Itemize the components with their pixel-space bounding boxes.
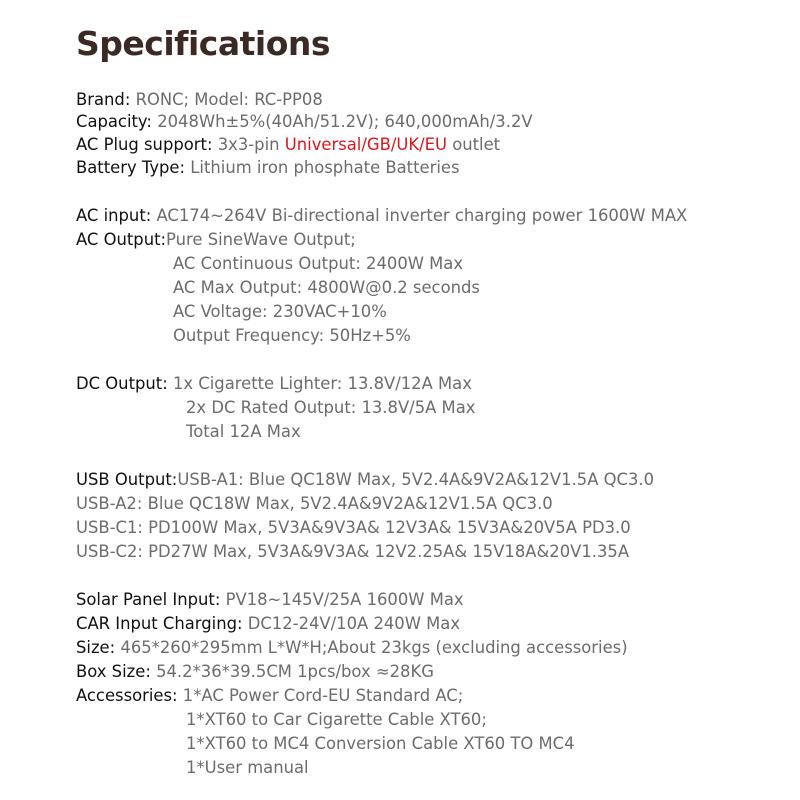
ac-output-line-5: Output Frequency: 50Hz+5%	[173, 326, 411, 345]
ac-output-line-1: Pure SineWave Output;	[166, 230, 356, 249]
plug-post: outlet	[452, 135, 501, 154]
box-value: 54.2*36*39.5CM 1pcs/box ≈28KG	[156, 662, 434, 681]
solar-row	[76, 589, 464, 611]
capacity-value: 2048Wh±5%(40Ah/51.2V); 640,000mAh/3.2V	[157, 112, 533, 131]
solar-label: Solar Panel Input:	[76, 590, 221, 609]
size-value: 465*260*295mm L*W*H;About 23kgs (excluding accessories)	[120, 638, 628, 657]
accessories-line-3: 1*XT60 to MC4 Conversion Cable XT60 TO MC4	[186, 734, 575, 753]
accessories-line-4: 1*User manual	[186, 758, 309, 777]
ac-output-line-4: AC Voltage: 230VAC+10%	[173, 302, 387, 321]
ac-input-value: AC174~264V Bi-directional inverter charging power 1600W MAX	[156, 206, 688, 225]
box-label: Box Size:	[76, 662, 151, 681]
plug-pre: 3x3-pin	[217, 135, 280, 154]
size-row	[76, 637, 628, 659]
box-row	[76, 661, 434, 683]
brand-label: Brand:	[76, 90, 131, 109]
plug-row	[76, 134, 500, 156]
usb-output-line-4: USB-C2: PD27W Max, 5V3A&9V3A& 12V2.25A& 15V18A&20V1.35A	[76, 542, 630, 561]
ac-input-row	[76, 205, 687, 227]
usb-output-label: USB Output:	[76, 470, 178, 489]
plug-label: AC Plug support:	[76, 135, 213, 154]
usb-output-line-1: USB-A1: Blue QC18W Max, 5V2.4A&9V2A&12V1.5A QC3.0	[177, 470, 655, 489]
brand-row	[76, 89, 323, 111]
usb-output-line-2: USB-A2: Blue QC18W Max, 5V2.4A&9V2A&12V1.5A QC3.0	[76, 494, 553, 513]
battery-value: Lithium iron phosphate Batteries	[190, 158, 460, 177]
battery-label: Battery Type:	[76, 158, 186, 177]
ac-output-line-2: AC Continuous Output: 2400W Max	[173, 254, 464, 273]
usb-output-row	[76, 469, 654, 491]
solar-value: PV18~145V/25A 1600W Max	[225, 590, 464, 609]
usb-output-line-3: USB-C1: PD100W Max, 5V3A&9V3A& 12V3A& 15V3A&20V5A PD3.0	[76, 518, 631, 537]
accessories-label: Accessories:	[76, 686, 178, 705]
ac-output-line-3: AC Max Output: 4800W@0.2 seconds	[173, 278, 480, 297]
plug-highlight: Universal/GB/UK/EU	[284, 135, 447, 154]
car-value: DC12-24V/10A 240W Max	[247, 614, 461, 633]
accessories-row	[76, 685, 463, 707]
ac-input-label: AC input:	[76, 206, 152, 225]
accessories-line-2: 1*XT60 to Car Cigarette Cable XT60;	[186, 710, 487, 729]
dc-output-line-1: 1x Cigarette Lighter: 13.8V/12A Max	[172, 374, 472, 393]
capacity-label: Capacity:	[76, 112, 152, 131]
car-label: CAR Input Charging:	[76, 614, 243, 633]
brand-value: RONC; Model: RC-PP08	[135, 90, 323, 109]
dc-output-line-3: Total 12A Max	[186, 422, 301, 441]
dc-output-line-2: 2x DC Rated Output: 13.8V/5A Max	[186, 398, 476, 417]
dc-output-label: DC Output:	[76, 374, 168, 393]
capacity-row	[76, 111, 533, 133]
car-row	[76, 613, 460, 635]
ac-output-label: AC Output:	[76, 230, 167, 249]
ac-output-row	[76, 229, 356, 251]
accessories-line-1: 1*AC Power Cord-EU Standard AC;	[182, 686, 464, 705]
dc-output-row	[76, 373, 472, 395]
page-title: Specifications	[76, 24, 331, 63]
size-label: Size:	[76, 638, 116, 657]
battery-row	[76, 157, 460, 179]
